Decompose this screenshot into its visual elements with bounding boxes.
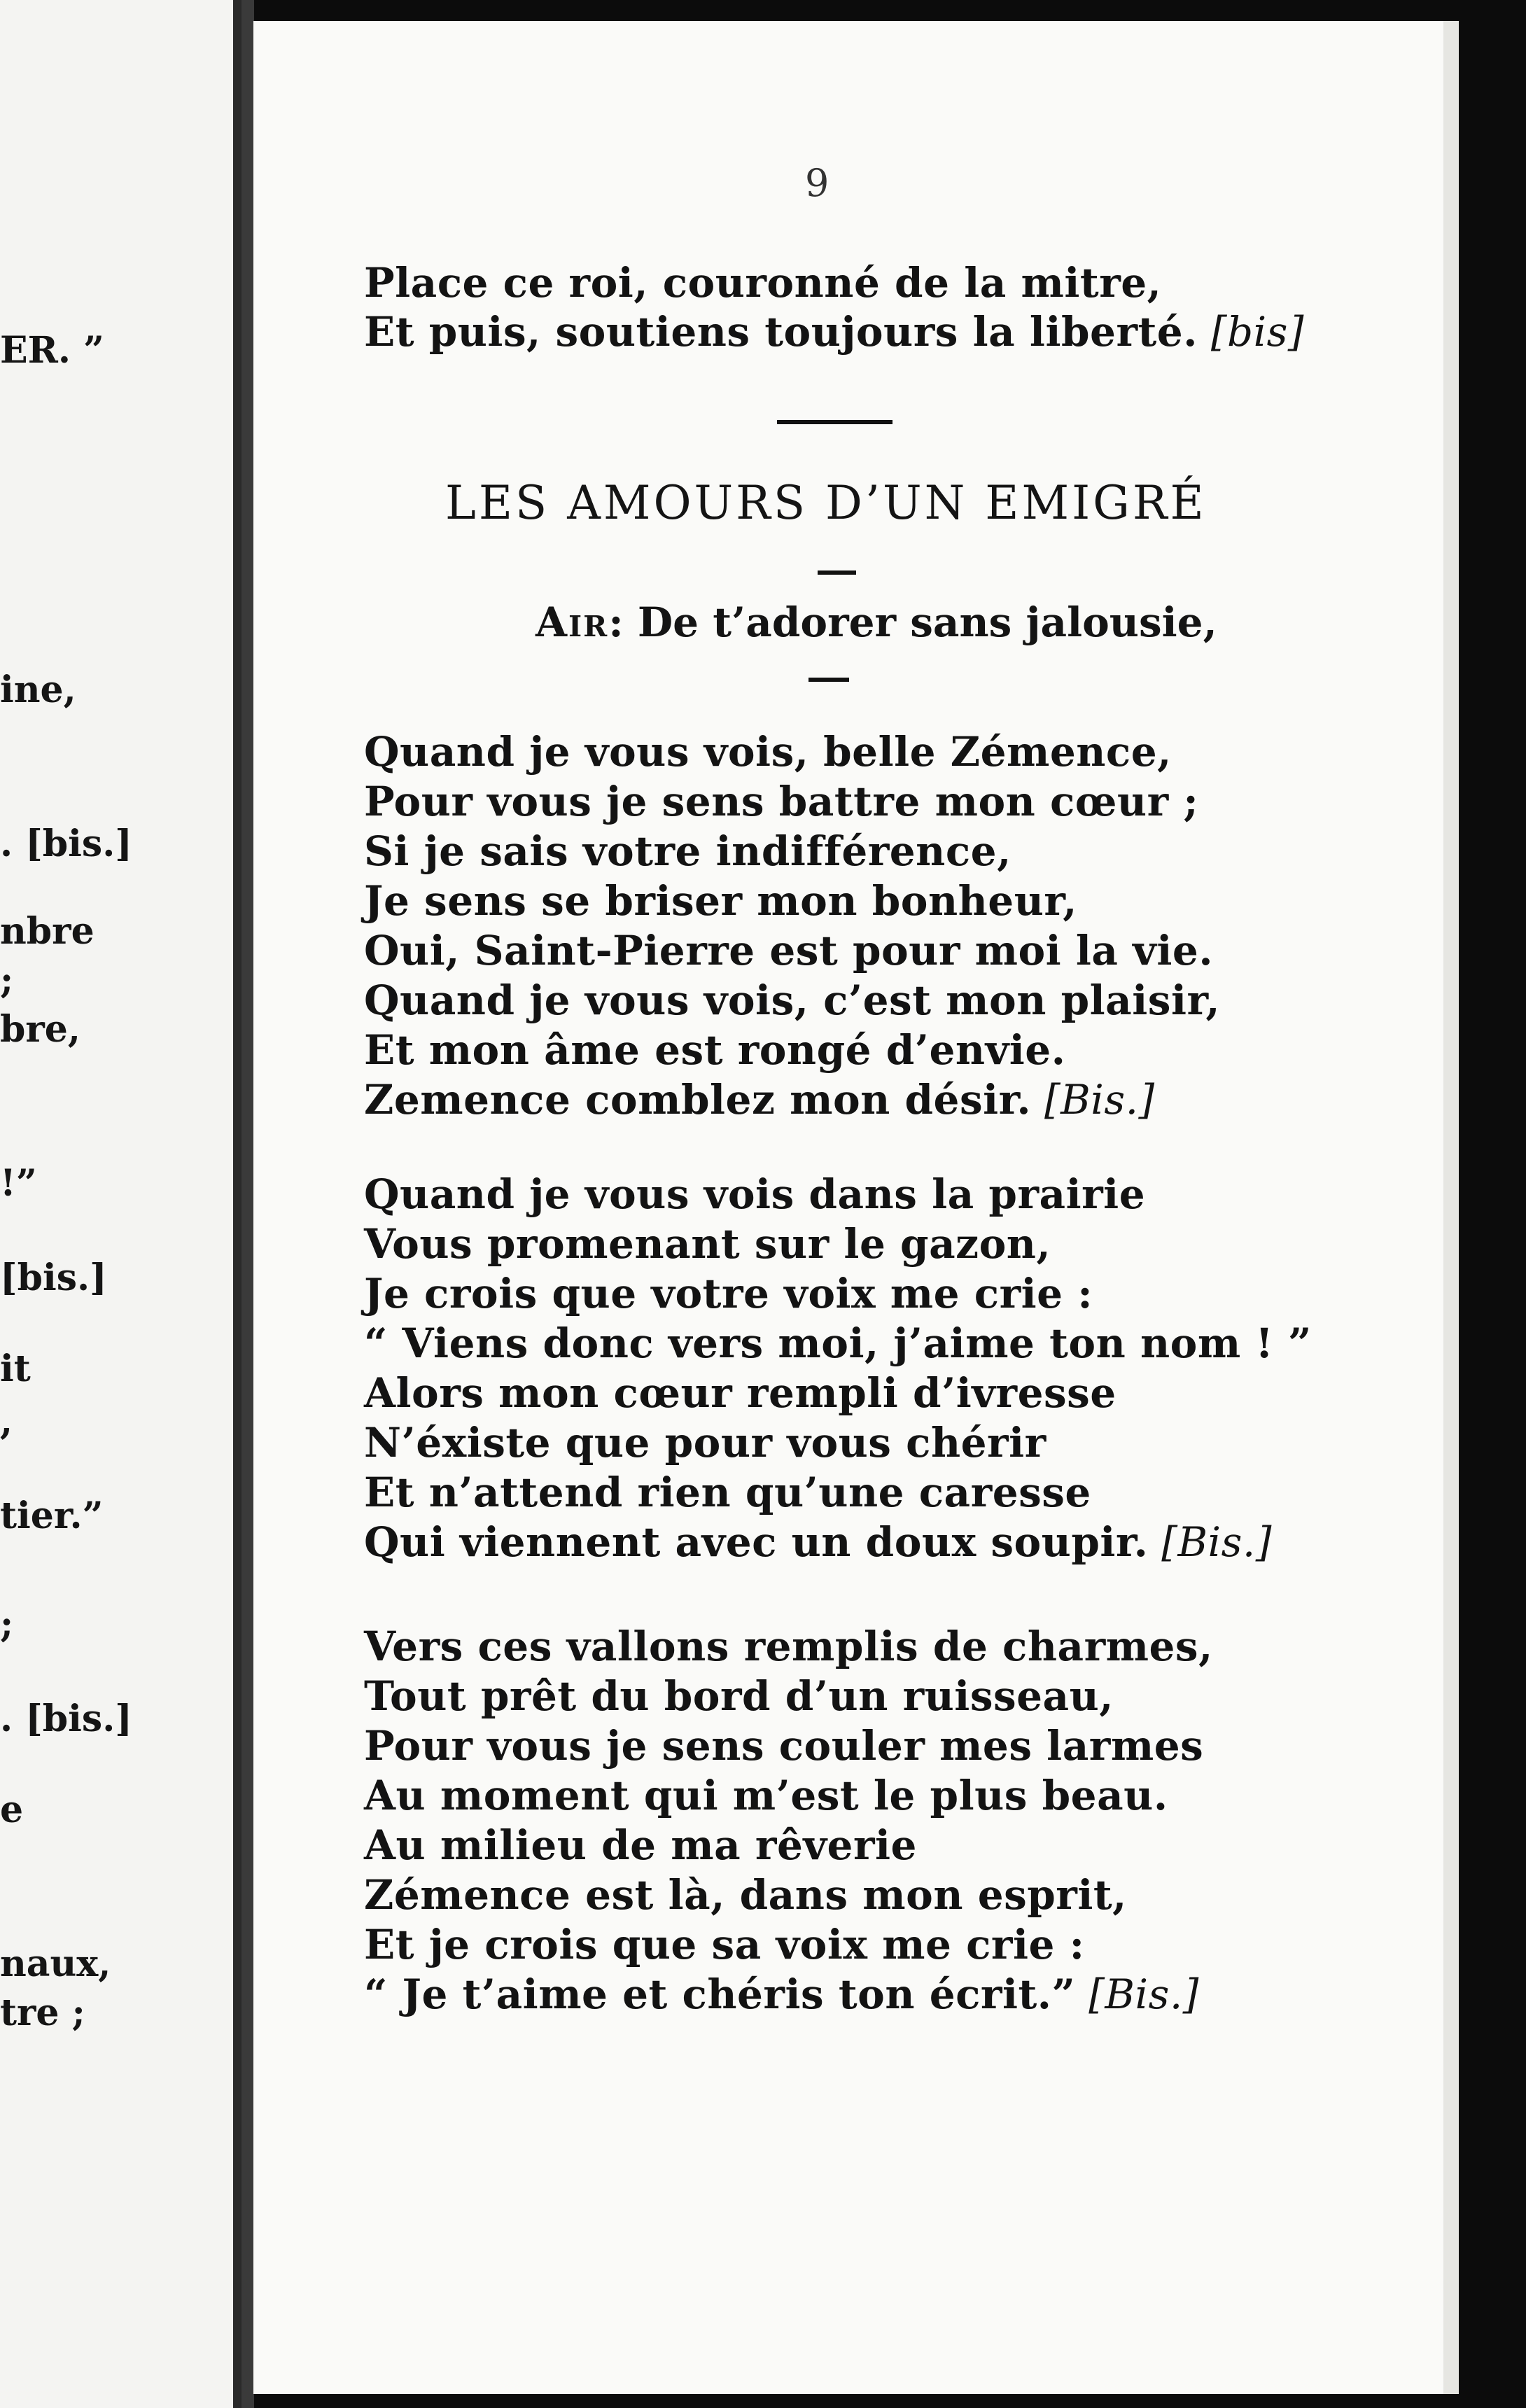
line-text: Oui, Saint-Pierre est pour moi la vie. [364,927,1214,974]
line-text: Au milieu de ma rêverie [364,1821,917,1869]
air-dash [808,678,849,682]
line-text: Quand je vous vois, c’est mon plaisir, [364,976,1221,1024]
air-line [536,598,1217,646]
line-text: Je crois que votre voix me crie : [364,1270,1093,1317]
line-text: “ Je t’aime et chéris ton écrit.” [364,1970,1076,2018]
verse-line [364,1170,1145,1218]
line-text: Tout prêt du bord d’un ruisseau, [364,1672,1114,1720]
line-text: Si je sais votre indifférence, [364,827,1011,875]
line-text: Vous promenant sur le gazon, [364,1220,1051,1268]
line-text: Au moment qui m’est le plus beau. [364,1772,1168,1819]
bis-marker: [Bis.] [1075,1970,1199,2018]
air-text: : De t’adorer sans jalousie, [608,598,1217,646]
left-page-fragment: e [0,1788,24,1831]
previous-song-line [364,259,1161,307]
verse-line [364,1623,1213,1670]
left-page-fragment: ; [0,1603,14,1646]
line-text: Zemence comblez mon désir. [364,1076,1032,1124]
verse-line [364,728,1172,776]
verse-line [364,1518,1272,1566]
left-page-fragment: naux, [0,1942,111,1985]
line-text: Qui viennent avec un doux soupir. [364,1518,1149,1566]
left-page-fragment: ER. ” [0,329,104,372]
verse-line [364,1320,1312,1367]
right-page-edge [1443,21,1459,2394]
line-text: Zémence est là, dans mon esprit, [364,1871,1127,1919]
line-text: Je sens se briser mon bonheur, [364,877,1077,925]
line-text: Place ce roi, couronné de la mitre, [364,259,1162,307]
section-divider [777,420,892,424]
verse-line [364,1369,1116,1417]
line-text: “ Viens donc vers moi, j’aime ton nom ! ” [364,1320,1312,1367]
previous-song-line [364,308,1304,356]
left-page-fragment: [bis.] [0,1256,107,1299]
verse-line [364,976,1220,1024]
left-page-fragment: tre ; [0,1991,85,2034]
bis-marker: [bis] [1197,308,1305,356]
verse-line [364,1419,1046,1466]
verse-line [364,1871,1127,1919]
verse-line [364,1469,1091,1516]
line-text: Et n’attend rien qu’une caresse [364,1469,1091,1516]
verse-line [364,927,1213,974]
verse-line [364,778,1198,825]
verse-line [364,1220,1051,1268]
line-text: Vers ces vallons remplis de charmes, [364,1623,1213,1670]
left-page-fragment: . [bis.] [0,1698,132,1740]
left-page-fragment: bre, [0,1008,80,1051]
bis-marker: [Bis.] [1031,1076,1155,1124]
line-text: Et je crois que sa voix me crie : [364,1921,1085,1968]
bis-marker: [Bis.] [1148,1518,1272,1566]
left-page-fragment: it [0,1348,31,1390]
verse-line [364,1772,1168,1819]
line-text: Alors mon cœur rempli d’ivresse [364,1369,1116,1417]
verse-line [364,1270,1093,1317]
song-title: LES AMOURS D’UN EMIGRÉ [445,476,1207,530]
verse-line [364,1970,1199,2018]
left-page-fragment: nbre [0,910,94,953]
verse-line [364,1921,1085,1968]
left-page-fragment: !” [0,1162,37,1205]
verse-line [364,1672,1114,1720]
verse-line [364,1722,1203,1770]
line-text: Et puis, soutiens toujours la liberté. [364,308,1198,356]
left-page-fragment: . [bis.] [0,822,132,865]
book-gutter [241,0,254,2408]
left-page-edge [233,0,241,2408]
verse-line [364,877,1077,925]
page-number: 9 [805,161,830,205]
line-text: Et mon âme est rongé d’envie. [364,1026,1066,1074]
left-page-fragment: tier.” [0,1494,104,1537]
verse-line [364,827,1011,875]
air-label: Air [536,598,609,646]
left-page-fragment: ; [0,959,14,1002]
left-page [0,0,241,2408]
left-page-fragment: , [0,1400,13,1443]
line-text: N’éxiste que pour vous chérir [364,1419,1046,1466]
verse-line [364,1076,1155,1124]
title-dash [818,570,856,575]
verse-line [364,1026,1065,1074]
line-text: Quand je vous vois dans la prairie [364,1170,1146,1218]
line-text: Pour vous je sens battre mon cœur ; [364,778,1199,825]
left-page-fragment: ine, [0,668,76,711]
line-text: Quand je vous vois, belle Zémence, [364,728,1172,776]
verse-line [364,1821,917,1869]
line-text: Pour vous je sens couler mes larmes [364,1722,1204,1770]
